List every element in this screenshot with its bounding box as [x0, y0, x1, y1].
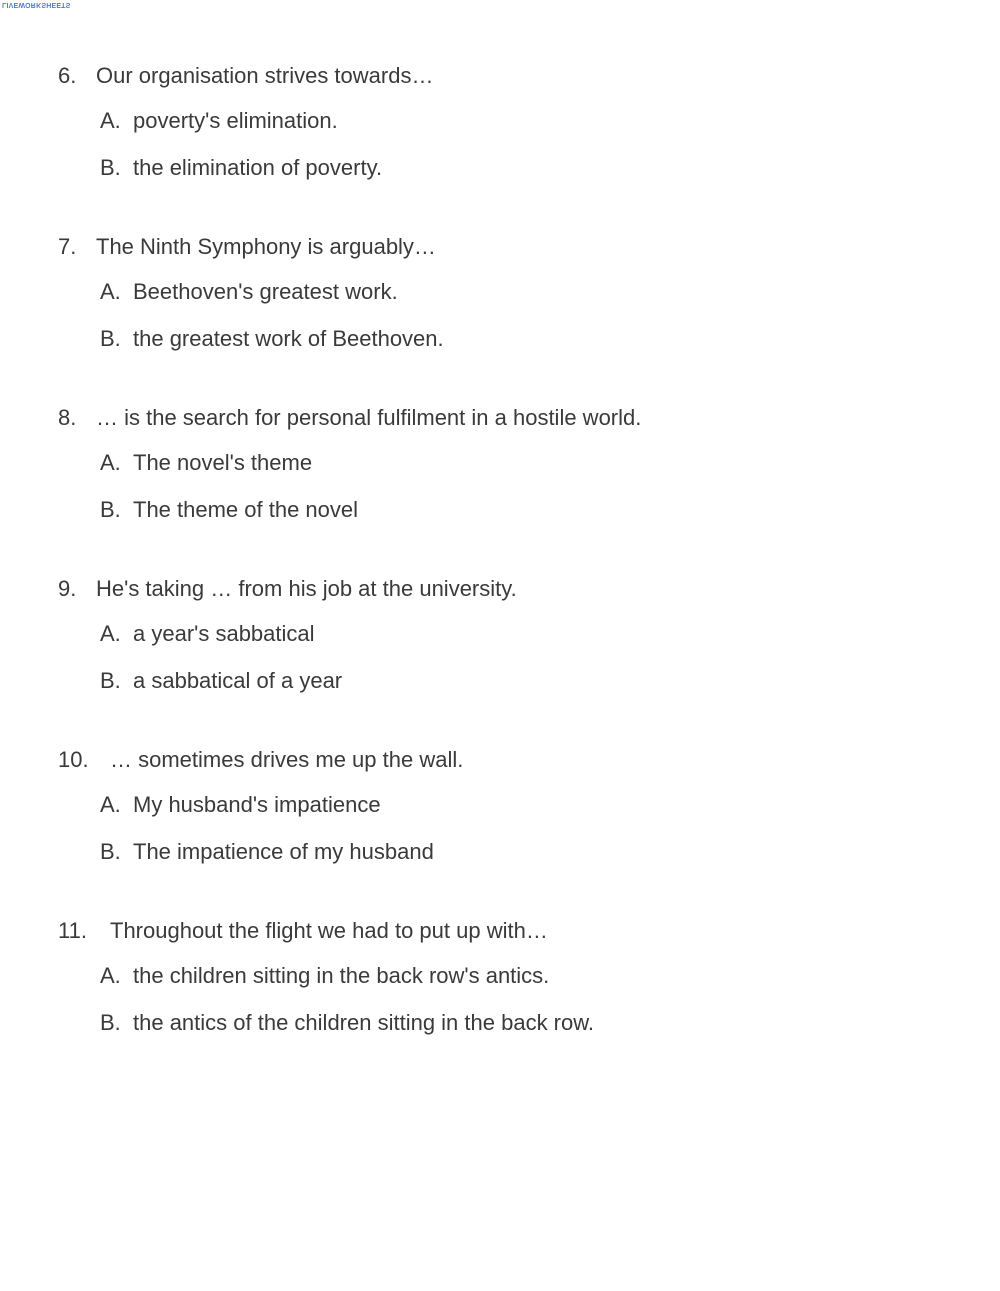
option-text: poverty's elimination.: [133, 108, 338, 133]
question-number: 11.: [58, 918, 87, 943]
option-text: the greatest work of Beethoven.: [133, 326, 444, 351]
question-10: [58, 746, 958, 774]
question-number: 10.: [58, 747, 89, 772]
option-letter: A.: [100, 279, 121, 304]
option-text: The impatience of my husband: [133, 839, 434, 864]
option-text: My husband's impatience: [133, 792, 381, 817]
option-text: the elimination of poverty.: [133, 155, 383, 180]
option-letter: B.: [100, 668, 121, 693]
option-text: The novel's theme: [133, 450, 313, 475]
question-stem: … sometimes drives me up the wall.: [110, 747, 464, 772]
question-6-option-b[interactable]: [100, 154, 382, 182]
option-text: Beethoven's greatest work.: [133, 279, 398, 304]
question-9-option-a[interactable]: [100, 620, 315, 648]
question-7-option-b[interactable]: [100, 325, 444, 353]
question-number: 8.: [58, 405, 77, 430]
option-text: The theme of the novel: [133, 497, 359, 522]
question-8: [58, 404, 958, 432]
question-11-option-a[interactable]: [100, 962, 549, 990]
option-text: a sabbatical of a year: [133, 668, 343, 693]
question-7-option-a[interactable]: [100, 278, 398, 306]
option-letter: A.: [100, 963, 121, 988]
question-6-option-a[interactable]: [100, 107, 338, 135]
question-8-option-a[interactable]: [100, 449, 312, 477]
option-letter: A.: [100, 621, 121, 646]
option-letter: B.: [100, 839, 121, 864]
option-text: a year's sabbatical: [133, 621, 315, 646]
option-text: the antics of the children sitting in the back row.: [133, 1010, 595, 1035]
question-stem: Our organisation strives towards…: [96, 63, 434, 88]
option-letter: B.: [100, 155, 121, 180]
question-stem: Throughout the flight we had to put up with…: [110, 918, 548, 943]
option-letter: B.: [100, 326, 121, 351]
question-10-option-a[interactable]: [100, 791, 381, 819]
option-text: the children sitting in the back row's antics.: [133, 963, 550, 988]
question-stem: He's taking … from his job at the university.: [96, 576, 517, 601]
question-11: [58, 917, 958, 945]
option-letter: A.: [100, 450, 121, 475]
option-letter: A.: [100, 108, 121, 133]
option-letter: B.: [100, 1010, 121, 1035]
question-number: 7.: [58, 234, 77, 259]
question-stem: … is the search for personal fulfilment in a hostile world.: [96, 405, 642, 430]
question-9-option-b[interactable]: [100, 667, 342, 695]
question-number: 9.: [58, 576, 77, 601]
question-8-option-b[interactable]: [100, 496, 358, 524]
question-10-option-b[interactable]: [100, 838, 434, 866]
question-stem: The Ninth Symphony is arguably…: [96, 234, 436, 259]
question-11-option-b[interactable]: [100, 1009, 594, 1037]
question-9: [58, 575, 958, 603]
option-letter: A.: [100, 792, 121, 817]
question-number: 6.: [58, 63, 77, 88]
option-letter: B.: [100, 497, 121, 522]
question-6: [58, 62, 958, 90]
question-7: [58, 233, 958, 261]
watermark-logo: LIVEWORKSHEETS: [2, 1, 71, 8]
